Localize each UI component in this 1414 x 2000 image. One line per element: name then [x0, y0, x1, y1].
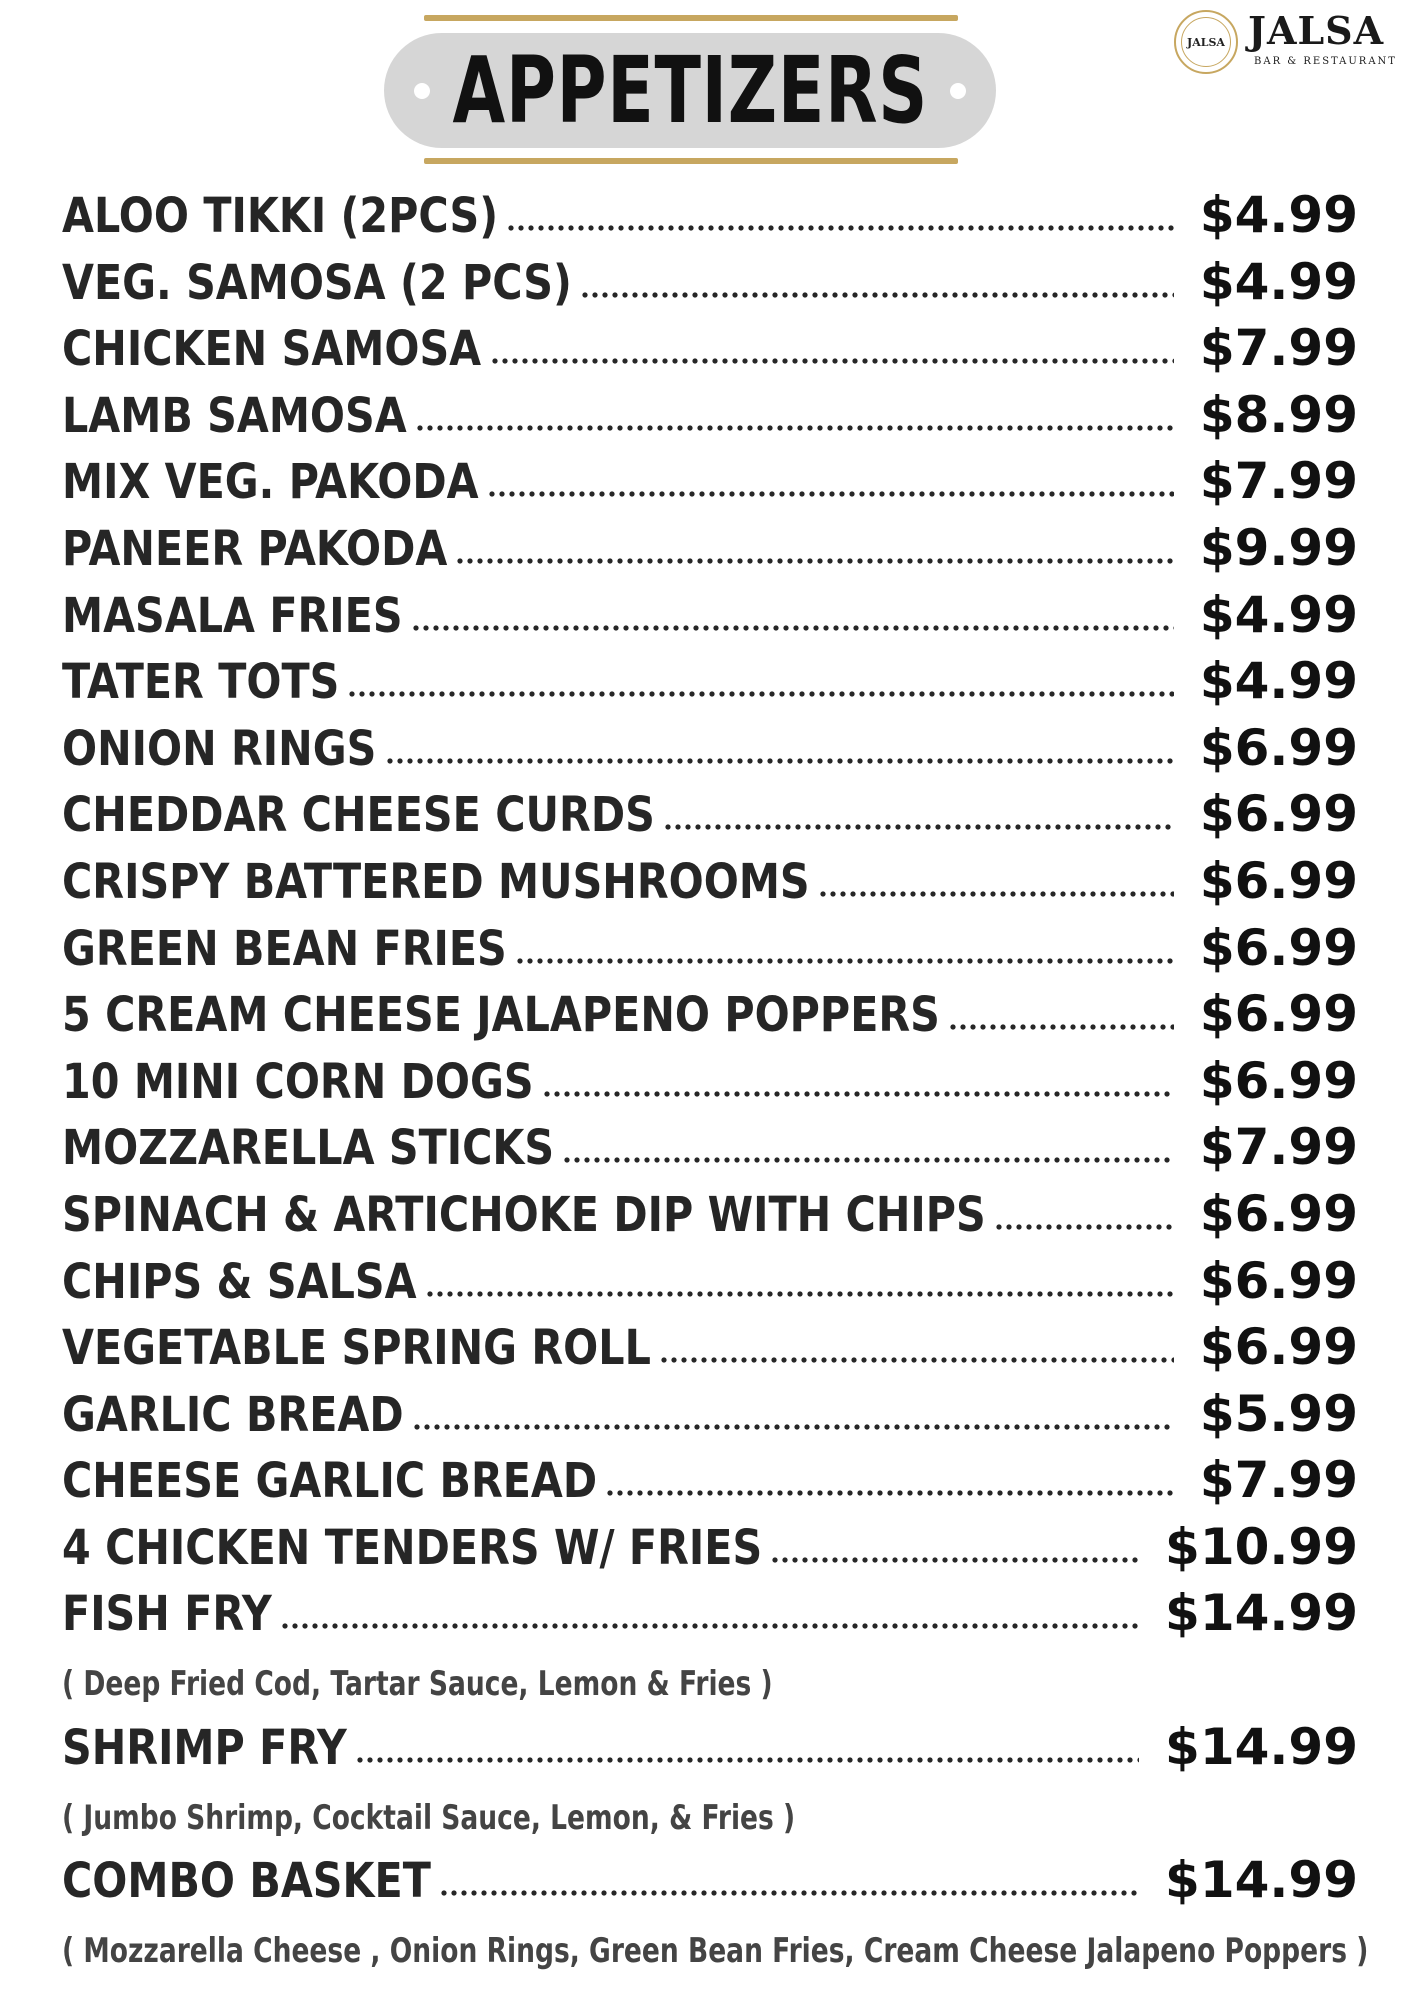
menu-item [62, 1318, 1358, 1385]
menu-item-description-text: ( Mozzarella Cheese , Onion Rings, Green Bean Fries, Cream Cheese Jalapeno Poppers ) [62, 1930, 1369, 1971]
dot-leader [580, 291, 1174, 299]
menu-item [62, 852, 1358, 919]
menu-item-price: $8.99 [1199, 385, 1358, 444]
menu-item-name: MOZZARELLA STICKS [62, 1120, 555, 1177]
menu-item [62, 253, 1358, 320]
dot-leader [355, 1756, 1139, 1764]
menu-item [62, 586, 1358, 653]
menu-item-name: COMBO BASKET [62, 1852, 431, 1909]
menu-item [62, 785, 1358, 852]
dot-leader [506, 224, 1174, 232]
plate-dot-left [414, 83, 430, 99]
menu-item-price: $6.99 [1199, 1051, 1358, 1110]
dot-leader [542, 1090, 1174, 1098]
menu-item-name: PANEER PAKODA [62, 520, 448, 577]
menu-item-price: $4.99 [1199, 186, 1358, 244]
menu-item [62, 386, 1358, 453]
dot-leader [412, 1423, 1174, 1431]
dot-leader [487, 490, 1174, 498]
menu-item-description [62, 1917, 1369, 1984]
menu-item-price: $14.99 [1165, 1584, 1358, 1643]
menu-item-name: SPINACH & ARTICHOKE DIP WITH CHIPS [62, 1186, 986, 1243]
menu-item [62, 1518, 1358, 1585]
dot-leader [425, 1290, 1174, 1298]
menu-item-name: TATER TOTS [62, 654, 340, 711]
menu-item-price: $6.99 [1199, 1251, 1358, 1310]
gold-rule-top [424, 15, 958, 21]
menu-item-price: $14.99 [1165, 1717, 1358, 1776]
plate-dot-right [950, 83, 966, 99]
dot-leader [818, 890, 1174, 898]
menu-item-price: $7.99 [1199, 1451, 1358, 1510]
menu-item-price: $6.99 [1199, 985, 1358, 1044]
menu-item-price: $6.99 [1199, 918, 1358, 977]
menu-item-description [62, 1784, 1358, 1851]
menu-item-price: $7.99 [1199, 452, 1358, 511]
menu-item-price: $6.99 [1199, 851, 1358, 910]
menu-item-name: GREEN BEAN FRIES [62, 920, 507, 977]
menu-list [62, 186, 1369, 1984]
menu-item [62, 1851, 1358, 1918]
menu-item-name: CHICKEN SAMOSA [62, 321, 482, 378]
menu-item [62, 1451, 1358, 1518]
logo-seal [1174, 10, 1238, 74]
menu-item-price: $6.99 [1199, 785, 1358, 844]
dot-leader [347, 690, 1174, 698]
dot-leader [770, 1556, 1139, 1564]
menu-item-price: $5.99 [1199, 1384, 1358, 1443]
dot-leader [439, 1889, 1139, 1897]
page-title: APPETIZERS [452, 36, 928, 144]
menu-item [62, 1052, 1358, 1119]
menu-item-name: VEGETABLE SPRING ROLL [62, 1320, 651, 1377]
menu-item-name: MASALA FRIES [62, 587, 403, 644]
header [0, 0, 1414, 175]
menu-item-name: GARLIC BREAD [62, 1386, 404, 1443]
menu-item [62, 985, 1358, 1052]
menu-item-name: CHIPS & SALSA [62, 1253, 417, 1310]
dot-leader [280, 1622, 1139, 1630]
dot-leader [415, 424, 1174, 432]
menu-item-name: LAMB SAMOSA [62, 387, 407, 444]
dot-leader [659, 1356, 1174, 1364]
logo-seal-text: JALSA [1181, 17, 1231, 67]
dot-leader [490, 357, 1174, 365]
menu-item-price: $6.99 [1199, 718, 1358, 777]
menu-item [62, 1718, 1358, 1785]
restaurant-logo [1174, 8, 1410, 78]
menu-item-price: $7.99 [1199, 319, 1358, 378]
menu-item-price: $6.99 [1199, 1184, 1358, 1243]
menu-item [62, 452, 1358, 519]
logo-wordmark: JALSA [1248, 8, 1385, 53]
menu-item-name: ONION RINGS [62, 720, 377, 777]
menu-item [62, 652, 1358, 719]
menu-item-description [62, 1651, 1358, 1718]
menu-item [62, 186, 1358, 253]
menu-item-price: $6.99 [1199, 1318, 1358, 1377]
menu-item [62, 1252, 1358, 1319]
menu-item-name: MIX VEG. PAKODA [62, 454, 479, 511]
logo-subtitle: BAR & RESTAURANT [1254, 56, 1397, 67]
dot-leader [515, 957, 1174, 965]
dot-leader [994, 1223, 1174, 1231]
menu-item-description-text: ( Deep Fried Cod, Tartar Sauce, Lemon & Fries ) [62, 1664, 773, 1705]
menu-item [62, 719, 1358, 786]
menu-item [62, 919, 1358, 986]
dot-leader [948, 1023, 1174, 1031]
menu-item-name: SHRIMP FRY [62, 1719, 347, 1776]
menu-item-price: $4.99 [1199, 252, 1358, 311]
menu-item [62, 1584, 1358, 1651]
menu-item [62, 1118, 1358, 1185]
menu-item [62, 319, 1358, 386]
menu-item-name: 10 MINI CORN DOGS [62, 1053, 534, 1110]
gold-rule-bottom [424, 158, 958, 164]
menu-item-price: $4.99 [1199, 652, 1358, 711]
menu-item-price: $9.99 [1199, 518, 1358, 577]
menu-item-name: CHEESE GARLIC BREAD [62, 1453, 598, 1510]
menu-item-price: $14.99 [1165, 1850, 1358, 1909]
menu-item-name: ALOO TIKKI (2PCS) [62, 188, 499, 244]
menu-item-name: 4 CHICKEN TENDERS W/ FRIES [62, 1519, 763, 1576]
dot-leader [385, 757, 1174, 765]
menu-item-price: $7.99 [1199, 1118, 1358, 1177]
dot-leader [663, 823, 1174, 831]
menu-item [62, 1385, 1358, 1452]
menu-item-price: $4.99 [1199, 585, 1358, 644]
menu-item-price: $10.99 [1165, 1517, 1358, 1576]
dot-leader [411, 624, 1174, 632]
menu-item-description-text: ( Jumbo Shrimp, Cocktail Sauce, Lemon, & Fries ) [62, 1797, 796, 1838]
dot-leader [605, 1489, 1173, 1497]
menu-item-name: CHEDDAR CHEESE CURDS [62, 787, 655, 844]
menu-item [62, 519, 1358, 586]
title-plate [384, 33, 996, 148]
dot-leader [562, 1156, 1173, 1164]
menu-item-name: CRISPY BATTERED MUSHROOMS [62, 853, 810, 910]
menu-item-name: VEG. SAMOSA (2 PCS) [62, 254, 572, 311]
dot-leader [455, 557, 1173, 565]
menu-item-name: 5 CREAM CHEESE JALAPENO POPPERS [62, 987, 940, 1044]
menu-item [62, 1185, 1358, 1252]
menu-item-name: FISH FRY [62, 1586, 272, 1643]
